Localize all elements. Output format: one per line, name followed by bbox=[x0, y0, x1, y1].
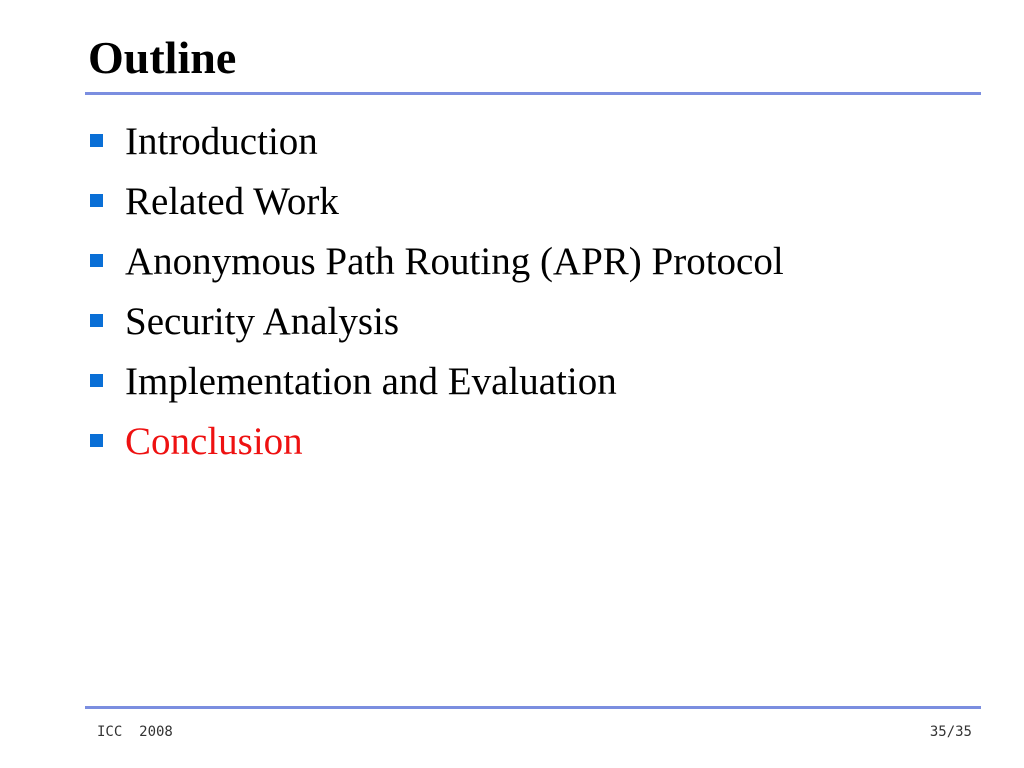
list-item bbox=[90, 292, 784, 352]
square-bullet-icon bbox=[90, 314, 103, 327]
list-item bbox=[90, 172, 784, 232]
list-item bbox=[90, 232, 784, 292]
outline-list bbox=[90, 112, 784, 472]
footer-divider bbox=[85, 706, 981, 709]
bullet-label: Related Work bbox=[125, 180, 339, 223]
square-bullet-icon bbox=[90, 254, 103, 267]
square-bullet-icon bbox=[90, 434, 103, 447]
footer-conference: ICC 2008 bbox=[97, 724, 173, 740]
bullet-label-current: Conclusion bbox=[125, 420, 303, 463]
slide-title: Outline bbox=[88, 32, 237, 83]
list-item bbox=[90, 412, 784, 472]
page-number: 35/35 bbox=[929, 724, 972, 740]
bullet-label: Security Analysis bbox=[125, 300, 400, 343]
bullet-label: Anonymous Path Routing (APR) Protocol bbox=[125, 240, 784, 283]
title-divider bbox=[85, 92, 981, 95]
list-item bbox=[90, 352, 784, 412]
list-item bbox=[90, 112, 784, 172]
bullet-label: Implementation and Evaluation bbox=[125, 360, 617, 403]
bullet-label: Introduction bbox=[125, 120, 318, 163]
square-bullet-icon bbox=[90, 194, 103, 207]
square-bullet-icon bbox=[90, 374, 103, 387]
square-bullet-icon bbox=[90, 134, 103, 147]
